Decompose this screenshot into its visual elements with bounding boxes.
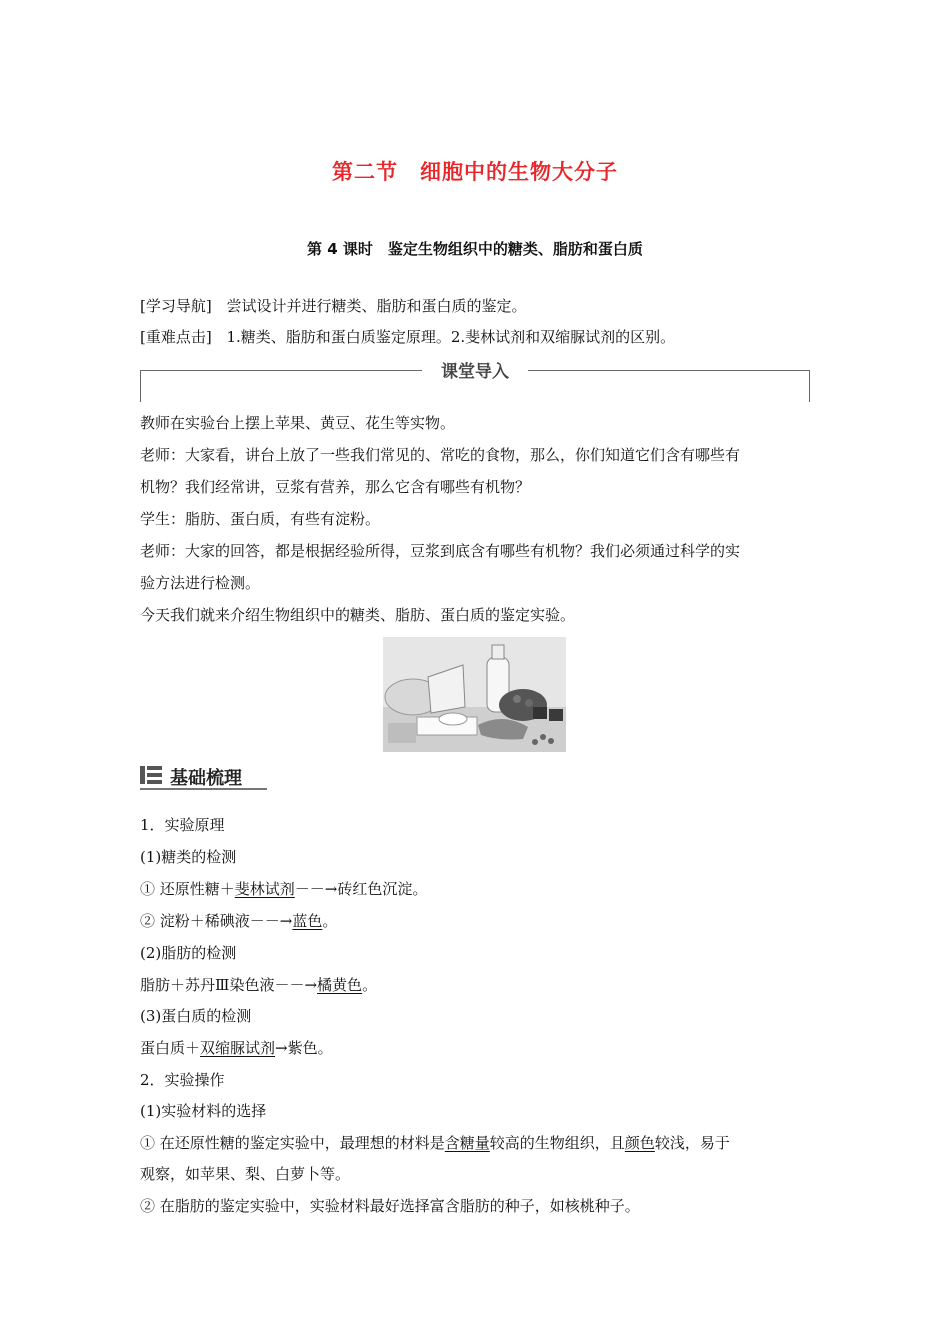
learning-guide-label: [学习导航] <box>140 297 212 315</box>
protein-test-title: (3)蛋白质的检测 <box>140 1007 252 1025</box>
text-segment: 。 <box>362 976 378 994</box>
intro-line-1: 教师在实验台上摆上苹果、黄豆、花生等实物。 <box>140 414 456 432</box>
banner-rule-right-drop <box>809 370 810 402</box>
text-segment: →紫色。 <box>275 1039 333 1057</box>
fat-test-line <box>140 975 377 995</box>
intro-section-title: 课堂导入 <box>441 362 509 382</box>
intro-line-5: 老师：大家的回答，都是根据经验所得，豆浆到底含有哪些有机物？我们必须通过科学的实 <box>140 542 741 560</box>
material-title: (1)实验材料的选择 <box>140 1102 267 1120</box>
food-photo <box>383 637 566 752</box>
key-points <box>140 327 675 347</box>
text-segment: 。 <box>322 912 338 930</box>
intro-line-3: 机物？我们经常讲，豆浆有营养，那么它含有哪些有机物？ <box>140 478 531 496</box>
intro-line-4: 学生：脂肪、蛋白质，有些有淀粉。 <box>140 510 381 528</box>
answer-blank: 颜色 <box>624 1134 655 1152</box>
learning-guide <box>140 296 527 316</box>
material-line-1 <box>140 1133 730 1153</box>
text-segment: 蛋白质＋ <box>140 1039 201 1057</box>
basics-section-title: 基础梳理 <box>170 768 242 789</box>
protein-test-line <box>140 1038 333 1058</box>
sugar-test-title: (1)糖类的检测 <box>140 848 237 866</box>
key-points-text: 1.糖类、脂肪和蛋白质鉴定原理。2.斐林试剂和双缩脲试剂的区别。 <box>226 328 676 346</box>
page-title: 第二节 细胞中的生物大分子 <box>332 160 618 184</box>
food-illustration <box>383 637 566 752</box>
intro-line-6: 验方法进行检测。 <box>140 574 261 592</box>
sugar-test-line-1 <box>140 879 427 899</box>
material-line-3: ② 在脂肪的鉴定实验中，实验材料最好选择富含脂肪的种子，如核桃种子。 <box>140 1197 640 1215</box>
text-segment: ② 淀粉＋稀碘液－－→ <box>140 912 293 930</box>
fat-test-title: (2)脂肪的检测 <box>140 944 237 962</box>
sugar-test-line-2 <box>140 911 337 931</box>
learning-guide-text: 尝试设计并进行糖类、脂肪和蛋白质的鉴定。 <box>226 297 527 315</box>
heading-principle: 1．实验原理 <box>140 816 225 834</box>
intro-line-2: 老师：大家看，讲台上放了一些我们常见的、常吃的食物，那么，你们知道它们含有哪些有 <box>140 446 741 464</box>
answer-blank: 斐林试剂 <box>234 880 295 898</box>
banner-rule-left <box>140 370 422 371</box>
text-segment: ① 还原性糖＋ <box>140 880 235 898</box>
answer-blank: 含糖量 <box>444 1134 490 1152</box>
answer-blank: 双缩脲试剂 <box>200 1039 276 1057</box>
answer-blank: 橘黄色 <box>317 976 363 994</box>
text-segment: ① 在还原性糖的鉴定实验中，最理想的材料是 <box>140 1134 445 1152</box>
text-segment: 较高的生物组织，且 <box>489 1134 625 1152</box>
intro-line-7: 今天我们就来介绍生物组织中的糖类、脂肪、蛋白质的鉴定实验。 <box>140 606 576 624</box>
lesson-subtitle: 第 4 课时 鉴定生物组织中的糖类、脂肪和蛋白质 <box>307 240 643 258</box>
key-points-label: [重难点击] <box>140 328 212 346</box>
answer-blank: 蓝色 <box>292 912 323 930</box>
text-segment: －－→砖红色沉淀。 <box>294 880 428 898</box>
section-list-icon <box>140 766 162 784</box>
text-segment: 脂肪＋苏丹Ⅲ染色液－－→ <box>140 976 318 994</box>
material-line-2: 观察，如苹果、梨、白萝卜等。 <box>140 1165 351 1183</box>
text-segment: 较浅，易于 <box>654 1134 730 1152</box>
heading-operation: 2．实验操作 <box>140 1071 225 1089</box>
banner-rule-right <box>528 370 810 371</box>
banner-rule-left-drop <box>140 370 141 402</box>
basics-section-underline <box>140 788 267 790</box>
